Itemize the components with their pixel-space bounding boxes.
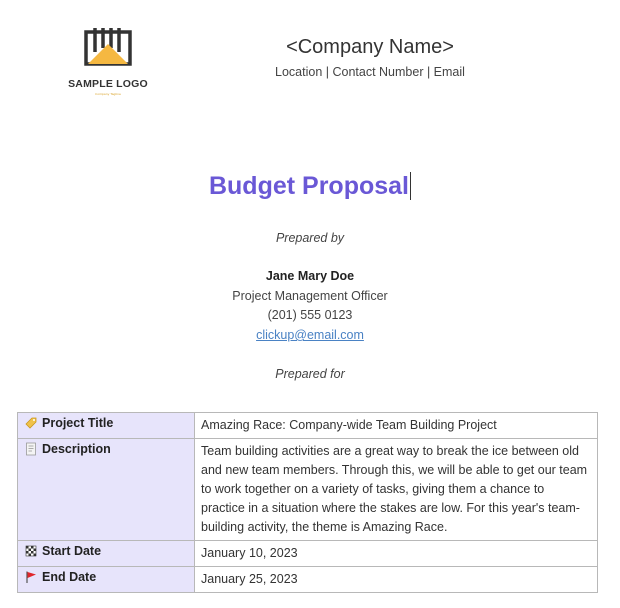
table-label-cell [18, 413, 195, 439]
company-logo [64, 26, 152, 96]
checkered-flag-icon [24, 544, 38, 558]
preparer-phone: (201) 555 0123 [267, 308, 353, 322]
start-date-value[interactable]: January 10, 2023 [195, 541, 598, 567]
preparer-email-link[interactable]: clickup@email.com [256, 328, 364, 342]
logo-icon [82, 26, 134, 76]
document-title-text: Budget Proposal [208, 172, 409, 200]
table-row [18, 541, 598, 567]
table-label-cell [18, 439, 195, 541]
text-cursor [410, 172, 411, 200]
logo-tagline: Company Tagline [95, 92, 121, 96]
tag-icon [24, 416, 38, 430]
preparer-name: Jane Mary Doe [265, 269, 355, 283]
description-value[interactable]: Team building activities are a great way to break the ice between old and new team members. Through this, we will be able to get our team to work together on a variety of tasks, giving them a chance to practice in a situation where the stakes are low. For this year's team-building activity, the theme is Amazing Race. [195, 439, 598, 541]
prepared-by-label: Prepared by [275, 231, 345, 245]
start-date-label: Start Date [42, 544, 102, 558]
table-label-cell [18, 567, 195, 593]
end-date-value[interactable]: January 25, 2023 [195, 567, 598, 593]
document-icon [24, 442, 38, 456]
prepared-for-label: Prepared for [275, 367, 345, 381]
table-row [18, 567, 598, 593]
company-name: <Company Name> [286, 36, 454, 58]
preparer-role: Project Management Officer [232, 289, 388, 303]
document-title[interactable] [110, 172, 510, 201]
table-row [18, 439, 598, 541]
company-contact: Location | Contact Number | Email [275, 65, 465, 79]
red-flag-icon [24, 570, 38, 584]
project-title-label: Project Title [42, 416, 114, 430]
table-row [18, 413, 598, 439]
logo-text: SAMPLE LOGO [68, 78, 148, 90]
project-info-table [17, 412, 598, 593]
table-label-cell [18, 541, 195, 567]
description-label: Description [42, 442, 111, 456]
project-title-value[interactable]: Amazing Race: Company-wide Team Building Project [195, 413, 598, 439]
end-date-label: End Date [42, 570, 97, 584]
